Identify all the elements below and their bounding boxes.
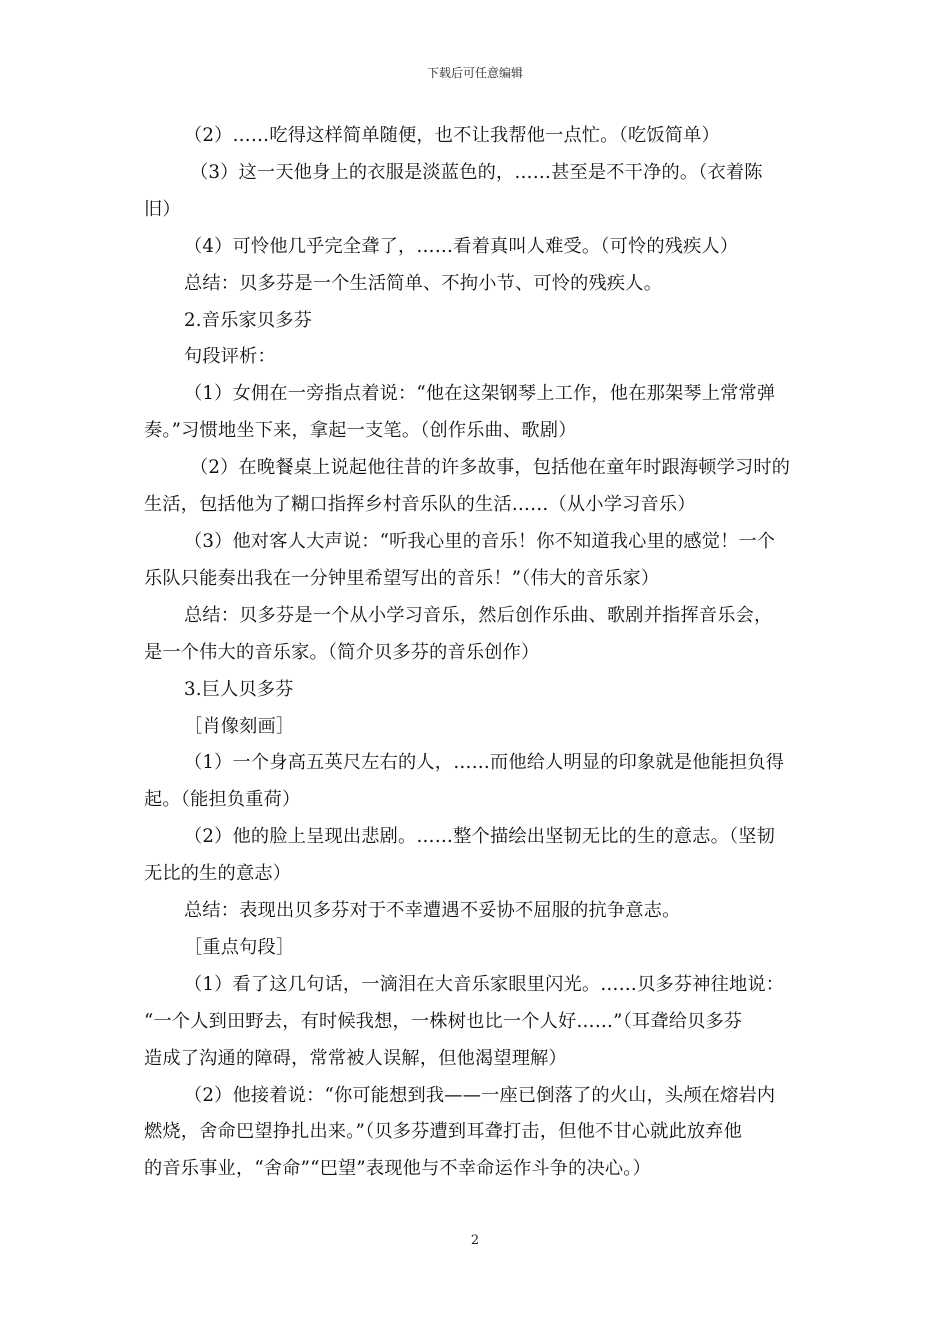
paragraph-line: （1）女佣在一旁指点着说：“他在这架钢琴上工作，他在那架琴上常常弹 <box>184 383 776 405</box>
paragraph-line: 无比的生的意志） <box>144 863 292 885</box>
page-number: 2 <box>470 1233 480 1248</box>
paragraph-line: 起。（能担负重荷） <box>144 789 301 811</box>
subheading: ［重点句段］ <box>184 936 295 958</box>
page-header: 下载后可任意编辑 <box>426 66 523 80</box>
section-heading: 3.巨人贝多芬 <box>184 678 294 700</box>
paragraph-line: 的音乐事业，“舍命”“巴望”表现他与不幸命运作斗争的决心。） <box>144 1158 651 1180</box>
paragraph-line: 乐队只能奏出我在一分钟里希望写出的音乐！”（伟大的音乐家） <box>144 567 660 589</box>
summary-line: 总结：贝多芬是一个从小学习音乐，然后创作乐曲、歌剧并指挥音乐会， <box>184 604 773 626</box>
section-heading: 2.音乐家贝多芬 <box>184 309 313 331</box>
paragraph-line: 造成了沟通的障碍，常常被人误解，但他渴望理解） <box>144 1047 567 1069</box>
paragraph-line: 燃烧，舍命巴望挣扎出来。”（贝多芬遭到耳聋打击，但他不甘心就此放弃他 <box>144 1121 743 1143</box>
paragraph-line: （2）他接着说：“你可能想到我——一座已倒落了的火山，头颅在熔岩内 <box>184 1084 776 1106</box>
document-body <box>144 118 806 1188</box>
paragraph-line: （2）在晚餐桌上说起他往昔的许多故事，包括他在童年时跟海顿学习时的 <box>190 457 791 479</box>
paragraph-line: （1）看了这几句话，一滴泪在大音乐家眼里闪光。……贝多芬神往地说： <box>184 973 785 995</box>
subheading: ［肖像刻画］ <box>184 715 295 737</box>
summary-line: 总结：表现出贝多芬对于不幸遭遇不妥协不屈服的抗争意志。 <box>184 900 681 922</box>
summary-line: 总结：贝多芬是一个生活简单、不拘小节、可怜的残疾人。 <box>184 272 663 294</box>
paragraph-line: 旧） <box>144 198 181 220</box>
paragraph-line: （3）他对客人大声说：“听我心里的音乐！你不知道我心里的感觉！一个 <box>184 530 776 552</box>
subheading: 句段评析： <box>184 346 276 368</box>
paragraph-line: 生活，包括他为了糊口指挥乡村音乐队的生活……（从小学习音乐） <box>144 494 696 516</box>
paragraph-line: （3）这一天他身上的衣服是淡蓝色的，……甚至是不干净的。（衣着陈 <box>190 161 763 183</box>
paragraph-line: （2）……吃得这样简单随便，也不让我帮他一点忙。（吃饭简单） <box>184 125 720 146</box>
paragraph-line: 奏。”习惯地坐下来，拿起一支笔。（创作乐曲、歌剧） <box>144 420 577 442</box>
paragraph-line: “一个人到田野去，有时候我想，一株树也比一个人好……”（耳聋给贝多芬 <box>144 1010 743 1032</box>
paragraph-line: （2）他的脸上呈现出悲剧。……整个描绘出坚韧无比的生的意志。（坚韧 <box>184 826 776 848</box>
paragraph-line: （4）可怜他几乎完全聋了，……看着真叫人难受。（可怜的残疾人） <box>184 235 739 257</box>
paragraph-line: （1）一个身高五英尺左右的人，……而他给人明显的印象就是他能担负得 <box>184 752 785 774</box>
summary-line: 是一个伟大的音乐家。（简介贝多芬的音乐创作） <box>144 641 540 663</box>
